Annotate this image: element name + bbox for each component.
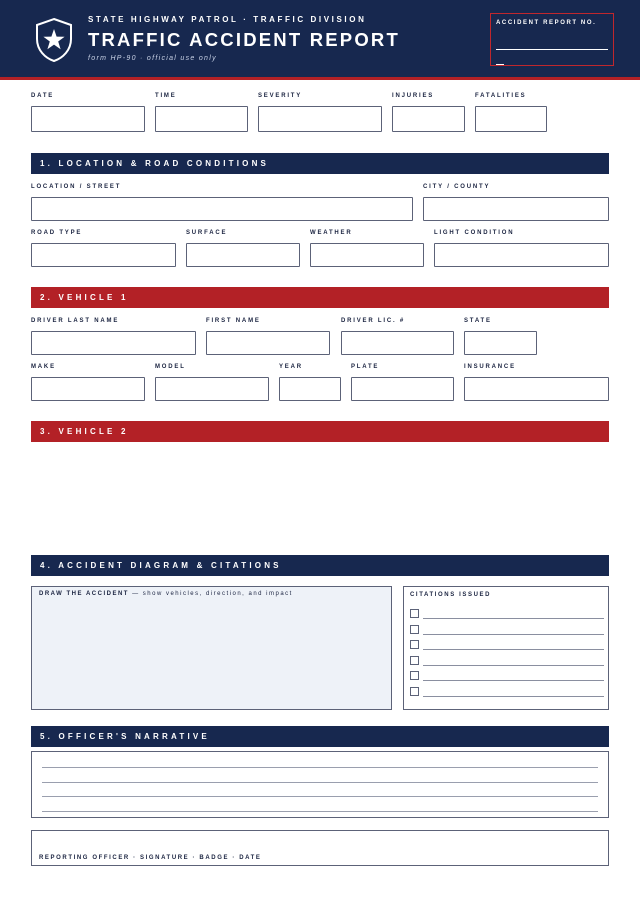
severity-field[interactable] bbox=[258, 106, 382, 132]
severity-label: SEVERITY bbox=[258, 93, 303, 99]
report-number-line bbox=[496, 49, 608, 50]
citation-checkbox[interactable] bbox=[410, 687, 419, 696]
citations-title: CITATIONS ISSUED bbox=[410, 592, 492, 598]
plate-label: PLATE bbox=[351, 364, 380, 370]
report-number-box[interactable] bbox=[490, 13, 614, 66]
citation-row bbox=[410, 609, 604, 619]
surface-field[interactable] bbox=[186, 243, 300, 267]
form-header bbox=[0, 0, 640, 77]
fatalities-field[interactable] bbox=[475, 106, 547, 132]
section-vehicle1-header: 2. VEHICLE 1 bbox=[31, 287, 609, 308]
state-label: STATE bbox=[464, 318, 492, 324]
weather-label: WEATHER bbox=[310, 230, 353, 236]
driver-license-label: DRIVER LIC. # bbox=[341, 318, 406, 324]
narrative-line bbox=[42, 811, 598, 812]
location-label: LOCATION / STREET bbox=[31, 184, 122, 190]
location-field[interactable] bbox=[31, 197, 413, 221]
state-field[interactable] bbox=[464, 331, 537, 355]
citation-line[interactable] bbox=[423, 634, 604, 635]
plate-field[interactable] bbox=[351, 377, 454, 401]
first-name-label: FIRST NAME bbox=[206, 318, 261, 324]
injuries-field[interactable] bbox=[392, 106, 465, 132]
header-rule bbox=[0, 77, 640, 80]
page-title: TRAFFIC ACCIDENT REPORT bbox=[88, 29, 400, 50]
surface-label: SURFACE bbox=[186, 230, 228, 236]
citation-row bbox=[410, 625, 604, 635]
city-label: CITY / COUNTY bbox=[423, 184, 491, 190]
agency-kicker: STATE HIGHWAY PATROL · TRAFFIC DIVISION bbox=[88, 15, 367, 24]
shield-star-icon bbox=[34, 17, 74, 63]
citation-checkbox[interactable] bbox=[410, 640, 419, 649]
time-label: TIME bbox=[155, 93, 177, 99]
accident-diagram-area[interactable] bbox=[31, 586, 392, 710]
model-field[interactable] bbox=[155, 377, 269, 401]
road-type-field[interactable] bbox=[31, 243, 176, 267]
driver-last-name-label: DRIVER LAST NAME bbox=[31, 318, 120, 324]
report-number-label: ACCIDENT REPORT NO. bbox=[496, 20, 597, 26]
diagram-label bbox=[39, 591, 293, 597]
citation-line[interactable] bbox=[423, 649, 604, 650]
model-label: MODEL bbox=[155, 364, 186, 370]
citation-checkbox[interactable] bbox=[410, 656, 419, 665]
section-vehicle2-header: 3. VEHICLE 2 bbox=[31, 421, 609, 442]
make-label: MAKE bbox=[31, 364, 56, 370]
narrative-line bbox=[42, 767, 598, 768]
section-narrative-header: 5. OFFICER'S NARRATIVE bbox=[31, 726, 609, 747]
driver-last-name-field[interactable] bbox=[31, 331, 196, 355]
narrative-line bbox=[42, 782, 598, 783]
citation-row bbox=[410, 656, 604, 666]
citation-line[interactable] bbox=[423, 665, 604, 666]
insurance-label: INSURANCE bbox=[464, 364, 516, 370]
diagram-label-hint: — show vehicles, direction, and impact bbox=[128, 591, 293, 597]
report-number-mark bbox=[496, 64, 504, 65]
narrative-line bbox=[42, 796, 598, 797]
signature-label: REPORTING OFFICER · SIGNATURE · BADGE · DATE bbox=[39, 855, 262, 861]
insurance-field[interactable] bbox=[464, 377, 609, 401]
citation-checkbox[interactable] bbox=[410, 609, 419, 618]
light-condition-field[interactable] bbox=[434, 243, 609, 267]
light-condition-label: LIGHT CONDITION bbox=[434, 230, 515, 236]
year-field[interactable] bbox=[279, 377, 341, 401]
year-label: YEAR bbox=[279, 364, 303, 370]
form-number: form HP-90 · official use only bbox=[88, 55, 217, 62]
citation-row bbox=[410, 671, 604, 681]
driver-license-field[interactable] bbox=[341, 331, 454, 355]
date-field[interactable] bbox=[31, 106, 145, 132]
section-diagram-header: 4. ACCIDENT DIAGRAM & CITATIONS bbox=[31, 555, 609, 576]
road-type-label: ROAD TYPE bbox=[31, 230, 83, 236]
citation-checkbox[interactable] bbox=[410, 671, 419, 680]
date-label: DATE bbox=[31, 93, 55, 99]
signature-block[interactable] bbox=[31, 830, 609, 866]
narrative-field[interactable] bbox=[31, 751, 609, 818]
weather-field[interactable] bbox=[310, 243, 424, 267]
section-location-header: 1. LOCATION & ROAD CONDITIONS bbox=[31, 153, 609, 174]
time-field[interactable] bbox=[155, 106, 248, 132]
citation-line[interactable] bbox=[423, 696, 604, 697]
citation-line[interactable] bbox=[423, 618, 604, 619]
city-field[interactable] bbox=[423, 197, 609, 221]
first-name-field[interactable] bbox=[206, 331, 330, 355]
injuries-label: INJURIES bbox=[392, 93, 435, 99]
citation-row bbox=[410, 687, 604, 697]
citations-panel bbox=[403, 586, 609, 710]
citation-line[interactable] bbox=[423, 680, 604, 681]
diagram-label-bold: DRAW THE ACCIDENT bbox=[39, 591, 129, 597]
fatalities-label: FATALITIES bbox=[475, 93, 527, 99]
make-field[interactable] bbox=[31, 377, 145, 401]
citation-checkbox[interactable] bbox=[410, 625, 419, 634]
citation-row bbox=[410, 640, 604, 650]
